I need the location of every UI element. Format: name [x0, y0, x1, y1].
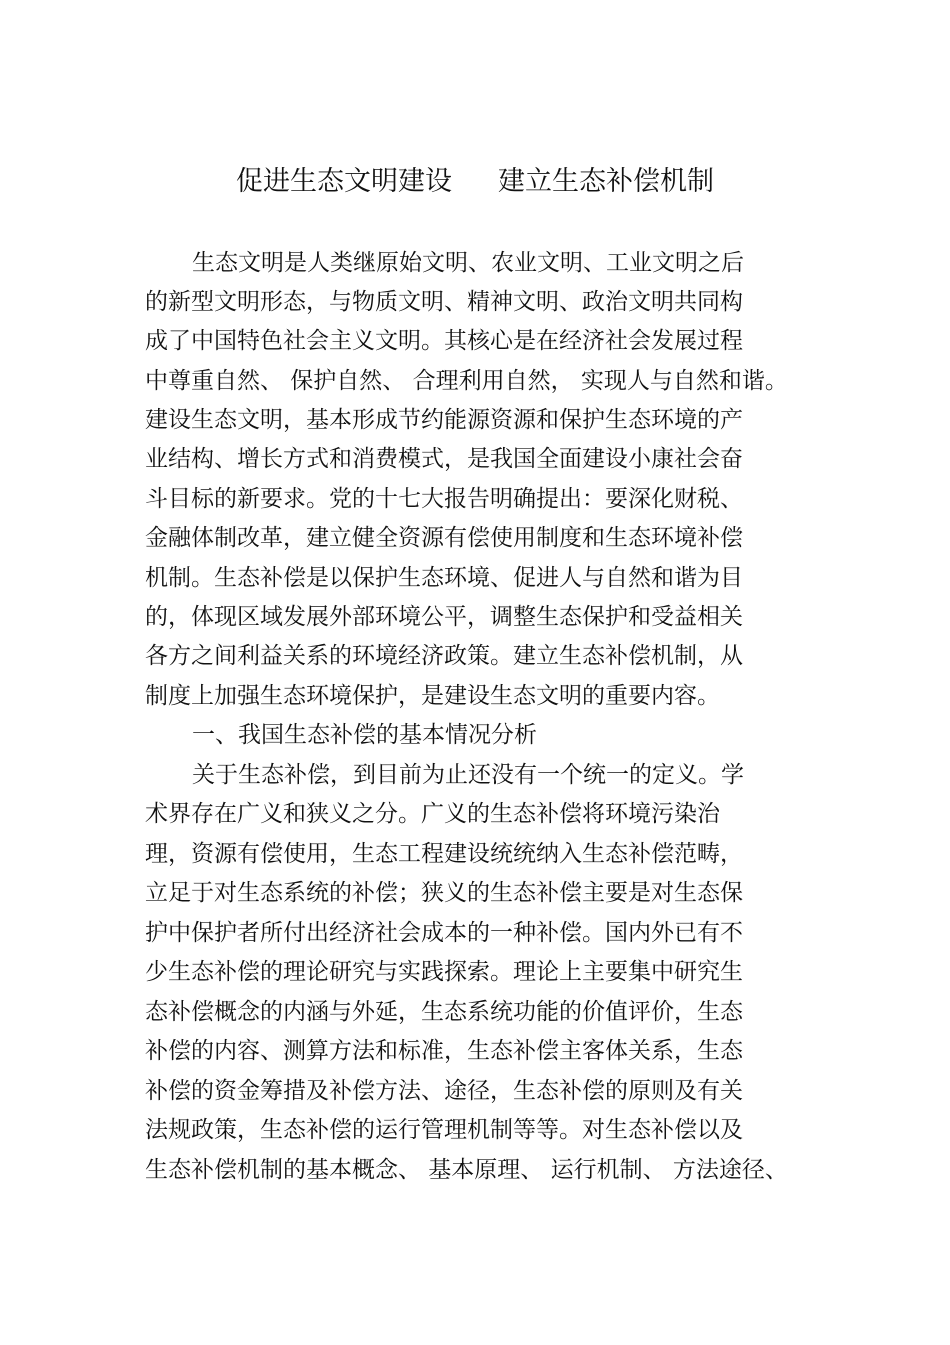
paragraph-line: 制度上加强生态环境保护，是建设生态文明的重要内容。: [145, 683, 720, 709]
paragraph-line: 护中保护者所付出经济社会成本的一种补偿。国内外已有不: [145, 920, 743, 946]
paragraph-line: 术界存在广义和狭义之分。广义的生态补偿将环境污染治: [145, 801, 720, 827]
paragraph-line: 斗目标的新要求。党的十七大报告明确提出：要深化财税、: [145, 486, 743, 512]
title-part-1: 促进生态文明建设: [236, 166, 452, 197]
paragraph-line: 关于生态补偿，到目前为止还没有一个统一的定义。学: [192, 762, 744, 788]
paragraph-line: 生态补偿机制的基本概念、 基本原理、 运行机制、 方法途径、: [145, 1157, 788, 1183]
paragraph-line: 补偿的内容、测算方法和标准，生态补偿主客体关系，生态: [145, 1038, 743, 1064]
paragraph-line: 成了中国特色社会主义文明。其核心是在经济社会发展过程: [145, 328, 743, 354]
section-heading: 一、我国生态补偿的基本情况分析: [192, 722, 537, 748]
paragraph-line: 各方之间利益关系的环境经济政策。建立生态补偿机制，从: [145, 643, 743, 669]
paragraph-line: 法规政策，生态补偿的运行管理机制等等。对生态补偿以及: [145, 1117, 743, 1143]
paragraph-line: 金融体制改革，建立健全资源有偿使用制度和生态环境补偿: [145, 525, 743, 551]
paragraph-line: 中尊重自然、 保护自然、 合理利用自然， 实现人与自然和谐。: [145, 368, 788, 394]
paragraph-line: 的新型文明形态，与物质文明、精神文明、政治文明共同构: [145, 289, 743, 315]
paragraph-line: 理，资源有偿使用，生态工程建设统统纳入生态补偿范畴，: [145, 841, 743, 867]
paragraph-line: 的，体现区域发展外部环境公平，调整生态保护和受益相关: [145, 604, 743, 630]
title-part-2: 建立生态补偿机制: [498, 166, 714, 197]
paragraph-line: 建设生态文明，基本形成节约能源资源和保护生态环境的产: [145, 407, 743, 433]
paragraph-line: 机制。生态补偿是以保护生态环境、促进人与自然和谐为目: [145, 565, 743, 591]
paragraph-line: 少生态补偿的理论研究与实践探索。理论上主要集中研究生: [145, 959, 743, 985]
paragraph-line: 立足于对生态系统的补偿；狭义的生态补偿主要是对生态保: [145, 880, 743, 906]
paragraph-line: 补偿的资金筹措及补偿方法、途径，生态补偿的原则及有关: [145, 1078, 743, 1104]
paragraph-line: 生态文明是人类继原始文明、农业文明、工业文明之后: [192, 250, 744, 276]
paragraph-line: 业结构、增长方式和消费模式，是我国全面建设小康社会奋: [145, 446, 743, 472]
document-title: [0, 164, 950, 200]
paragraph-line: 态补偿概念的内涵与外延，生态系统功能的价值评价，生态: [145, 999, 743, 1025]
